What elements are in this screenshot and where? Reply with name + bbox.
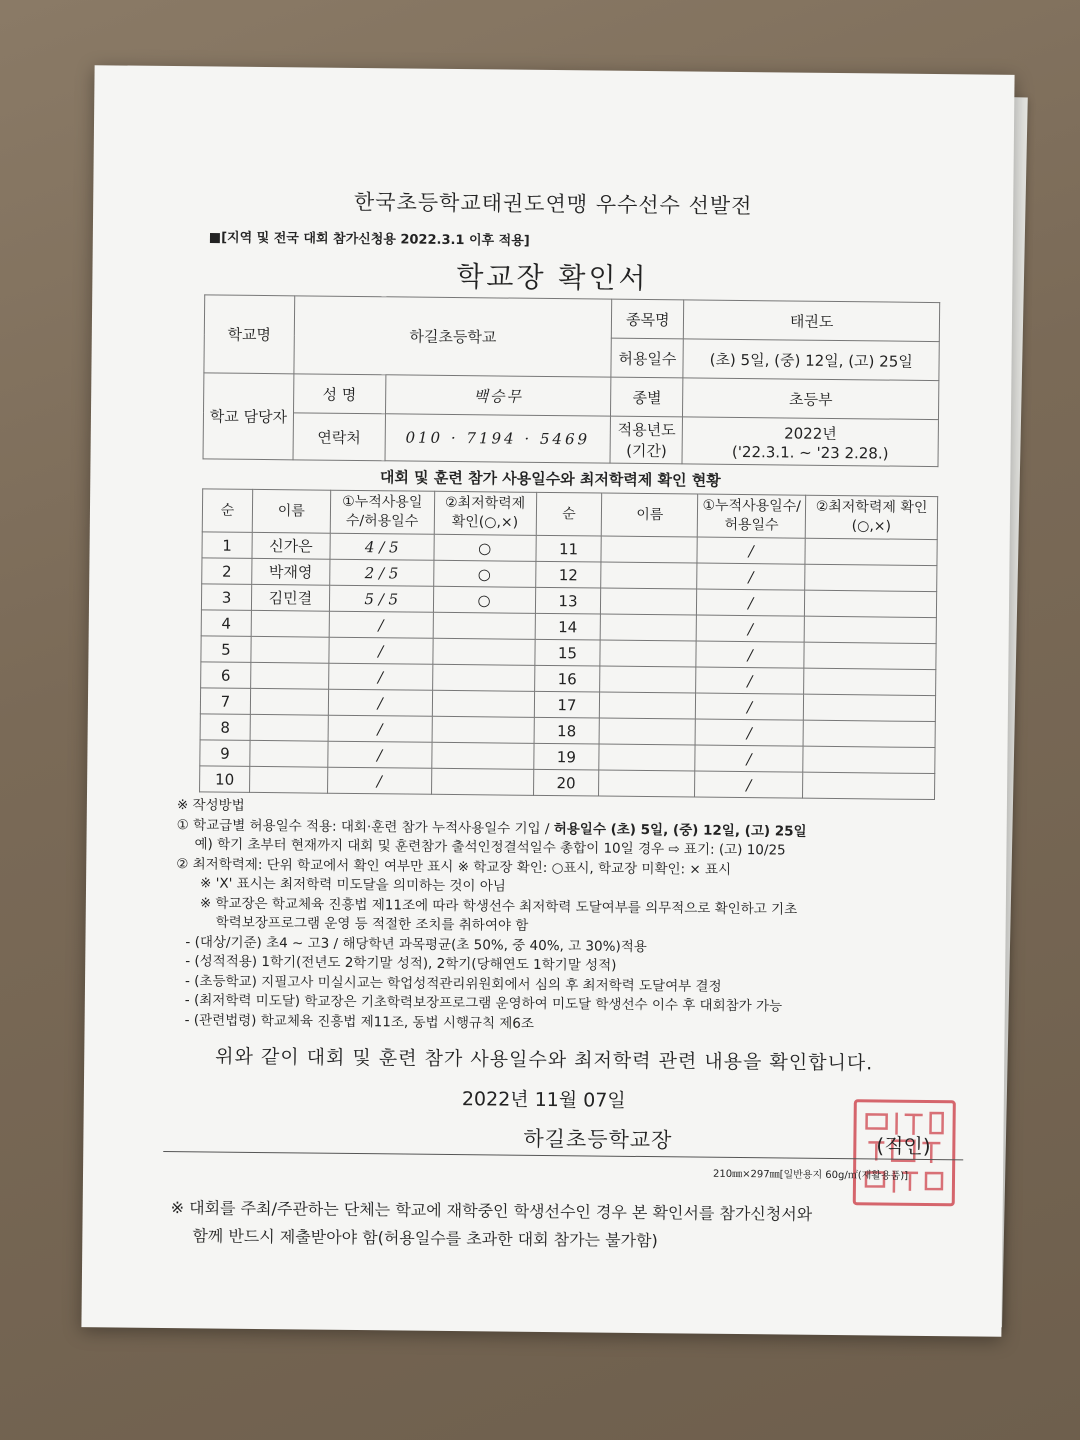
row-check: [431, 768, 533, 795]
application-note: ■[지역 및 전국 대회 참가신청용 2022.3.1 이후 적용]: [208, 230, 530, 249]
seal-label: (직인): [876, 1133, 931, 1159]
row-check: [805, 564, 937, 591]
col-days-right: ①누적사용일수/허용일수: [697, 494, 805, 538]
allowed-days-label: 허용일수: [611, 338, 683, 378]
row-name: [251, 636, 329, 663]
row-no: 15: [534, 639, 600, 666]
footer-line-2: 함께 반드시 제출받아야 함(허용일수를 초과한 대회 참가는 불가함): [192, 1226, 658, 1251]
allowed-days-value: (초) 5일, (중) 12일, (고) 25일: [683, 339, 939, 381]
school-label: 학교명: [204, 295, 295, 374]
row-days: /: [696, 641, 804, 668]
row-days: /: [695, 719, 803, 746]
event-label: 종목명: [612, 299, 684, 339]
row-name: [601, 588, 697, 615]
row-no: 7: [200, 688, 250, 715]
row-name: 신가은: [252, 532, 330, 559]
row-days: 5 / 5: [329, 585, 433, 612]
division-value: 초등부: [683, 378, 939, 420]
year-value: 2022년: [784, 423, 837, 443]
row-no: 9: [200, 740, 250, 767]
row-name: [600, 666, 696, 693]
row-check: [803, 772, 935, 799]
col-no-left: 순: [202, 489, 252, 533]
row-days: /: [696, 667, 804, 694]
organization-title: 한국초등학교태권도연맹 우수선수 선발전: [353, 189, 753, 219]
row-no: 16: [534, 665, 600, 692]
row-name: [599, 770, 695, 797]
col-no-right: 순: [536, 492, 602, 536]
row-name: [599, 744, 695, 771]
row-check: [803, 694, 935, 721]
row-name: [600, 692, 696, 719]
row-no: 5: [201, 636, 251, 663]
info-table: [203, 294, 941, 467]
col-check-left: ②최저학력제 확인(○,×): [434, 491, 536, 535]
event-value: 태권도: [684, 300, 940, 342]
method-line-3: ② 최저학력제: 단위 학교에서 확인 여부만 표시 ※ 학교장 확인: ○표시, 학교장 미확인: × 표시: [176, 855, 732, 878]
phone-value: 010 · 7194 · 5469: [385, 414, 611, 463]
row-check: [804, 668, 936, 695]
row-check: [433, 638, 535, 665]
row-name: [601, 562, 697, 589]
row-check: ○: [433, 560, 535, 587]
row-check: [804, 590, 936, 617]
row-no: 19: [533, 743, 599, 770]
row-check: [805, 538, 937, 565]
row-check: [432, 716, 534, 743]
row-days: 2 / 5: [330, 559, 434, 586]
row-check: ○: [434, 534, 536, 561]
row-no: 3: [201, 584, 251, 611]
row-name: [251, 610, 329, 637]
confirmation-statement: 위와 같이 대회 및 훈련 참가 사용일수와 최저학력 관련 내용을 확인합니다.: [215, 1045, 874, 1075]
row-no: 10: [200, 766, 250, 793]
row-no: 1: [202, 532, 252, 559]
row-days: /: [329, 637, 433, 664]
row-no: 2: [202, 558, 252, 585]
method-line-11: - (관련법령) 학교체육 진흥법 제11조, 동법 시행규칙 제6조: [184, 1011, 535, 1032]
row-no: 6: [201, 662, 251, 689]
method-line-9: - (초등학교) 지필고사 미실시교는 학업성적관리위원회에서 심의 후 최저학력 도달여부 결정: [184, 972, 722, 995]
row-name: [250, 714, 328, 741]
footer-line-1: ※ 대회를 주최/주관하는 단체는 학교에 재학중인 학생선수인 경우 본 확인서를 참가신청서와: [170, 1198, 813, 1224]
row-check: [433, 612, 535, 639]
row-days: /: [327, 767, 431, 794]
row-name: 박재영: [252, 558, 330, 585]
row-check: [803, 746, 935, 773]
row-check: [432, 664, 534, 691]
row-no: 14: [535, 613, 601, 640]
document-paper: [81, 65, 1014, 1337]
method-line-4: ※ 'X' 표시는 최저학력 미도달을 의미하는 것이 아님: [199, 875, 506, 895]
school-value: 하길초등학교: [294, 296, 612, 377]
row-no: 8: [200, 714, 250, 741]
col-name-right: 이름: [602, 493, 698, 537]
row-no: 11: [535, 535, 601, 562]
footer-note: [170, 1194, 971, 1258]
row-days: /: [696, 615, 804, 642]
writing-method: [175, 796, 977, 1038]
issue-date: 2022년 11월 07일: [461, 1088, 626, 1112]
row-no: 12: [535, 561, 601, 588]
period-value: ('22.3.1. ~ '23 2.28.): [731, 442, 889, 463]
row-days: /: [695, 771, 803, 798]
row-check: [431, 742, 533, 769]
year-cell: [682, 417, 938, 467]
method-title: ※ 작성방법: [176, 797, 245, 814]
method-line-7: - (대상/기준) 초4 ~ 고3 / 해당학년 과목평균(초 50%, 중 40%, 고 30%)적용: [185, 933, 647, 955]
row-days: /: [697, 563, 805, 590]
col-check-right: ②최저학력제 확인(○,×): [805, 495, 937, 539]
document-title: 학교장 확인서: [456, 260, 649, 296]
principal-name: 하길초등학교장: [523, 1126, 673, 1153]
row-name: [599, 718, 695, 745]
method-line-10: - (최저학력 미도달) 학교장은 기초학력보장프로그램 운영하여 미도달 학생선수 이수 후 대회참가 가능: [184, 992, 783, 1015]
row-check: [804, 642, 936, 669]
row-name: 김민결: [251, 584, 329, 611]
row-days: /: [328, 663, 432, 690]
row-days: /: [695, 745, 803, 772]
participants-table: [199, 488, 938, 800]
row-no: 18: [534, 717, 600, 744]
contact-person-label: 학교 담당자: [203, 373, 294, 460]
row-days: /: [328, 689, 432, 716]
row-check: [432, 690, 534, 717]
method-line-8: - (성적적용) 1학기(전년도 2학기말 성적), 2학기(당해연도 1학기말 성적): [185, 953, 617, 974]
name-value: 백승무: [385, 375, 611, 416]
method-line-6: 학력보장프로그램 운영 등 적절한 조치를 취하여야 함: [215, 914, 529, 934]
name-label: 성 명: [293, 374, 385, 414]
method-line-2: 예) 학기 초부터 현재까지 대회 및 훈련참가 출석인정결석일수 총합이 10일 경우 ⇨ 표기: (고) 10/25: [194, 836, 786, 859]
row-name: [251, 662, 329, 689]
row-name: [250, 688, 328, 715]
row-name: [249, 766, 327, 793]
division-label: 종별: [611, 377, 683, 417]
col-days-left: ①누적사용일수/허용일수: [330, 490, 434, 534]
phone-label: 연락처: [293, 413, 385, 461]
method-line-5: ※ 학교장은 학교체육 진흥법 제11조에 따라 학생선수 최저학력 도달여부를 의무적으로 확인하고 기초: [199, 894, 798, 918]
row-days: /: [696, 693, 804, 720]
row-days: /: [328, 715, 432, 742]
row-check: [804, 616, 936, 643]
paper-spec: 210㎜×297㎜[일반용지 60g/㎡(재활용품)]: [712, 1168, 909, 1182]
row-name: [601, 536, 697, 563]
year-label: 적용년도 (기간): [610, 416, 682, 464]
row-days: 4 / 5: [330, 533, 434, 560]
method-line-1b: 허용일수 (초) 5일, (중) 12일, (고) 25일: [553, 820, 807, 840]
row-days: /: [697, 589, 805, 616]
row-no: 13: [535, 587, 601, 614]
row-check: ○: [433, 586, 535, 613]
method-line-1a: ① 학교급별 허용일수 적용: 대회·훈련 참가 누적사용일수 기입 /: [176, 816, 554, 837]
row-name: [600, 640, 696, 667]
row-no: 4: [201, 610, 251, 637]
section-title: 대회 및 훈련 참가 사용일수와 최저학력제 확인 현황: [379, 468, 721, 490]
col-name-left: 이름: [252, 489, 330, 533]
row-check: [803, 720, 935, 747]
row-name: [601, 614, 697, 641]
row-no: 17: [534, 691, 600, 718]
row-no: 20: [533, 769, 599, 796]
row-days: /: [328, 741, 432, 768]
row-name: [250, 740, 328, 767]
row-days: /: [697, 537, 805, 564]
row-days: /: [329, 611, 433, 638]
